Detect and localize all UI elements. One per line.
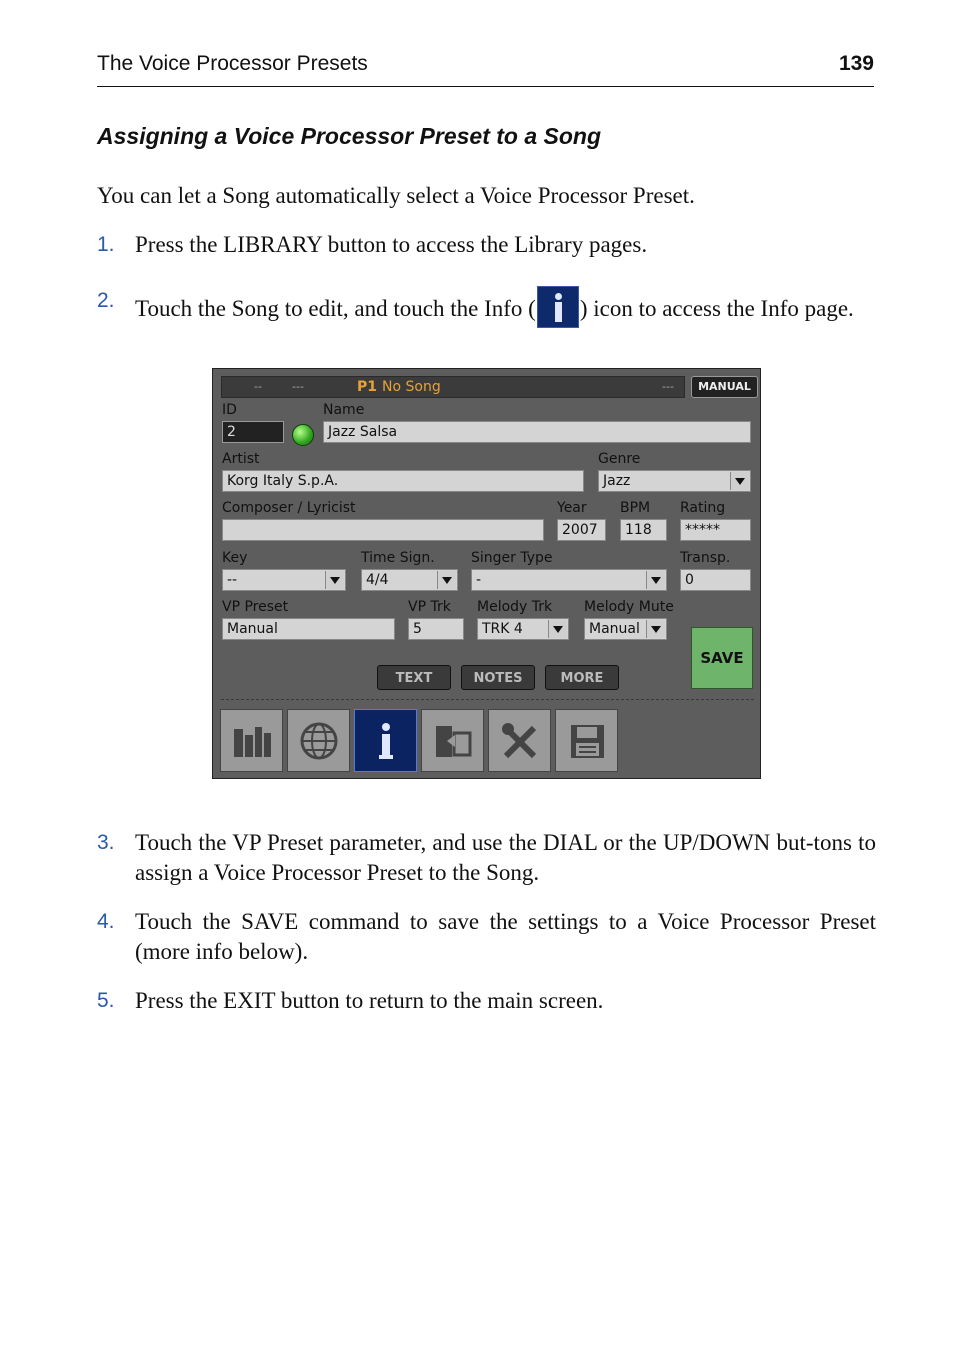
status-dashes-mid: --- [292, 380, 304, 393]
rating-field[interactable]: ***** [680, 519, 751, 541]
melody-trk-select[interactable] [477, 618, 569, 640]
chevron-down-icon[interactable] [730, 472, 749, 490]
melody-mute-label: Melody Mute [584, 599, 674, 615]
save-disk-icon[interactable] [555, 709, 618, 772]
chevron-down-icon[interactable] [548, 620, 567, 638]
melody-trk-value: TRK 4 [482, 621, 523, 637]
step-number: 2. [97, 289, 115, 312]
year-label: Year [557, 500, 587, 516]
step-text: Touch the SAVE command to save the settings to a Voice Processor Preset (more info below). [135, 909, 876, 964]
singer-type-label: Singer Type [471, 550, 553, 566]
genre-value: Jazz [603, 473, 631, 489]
time-sign-value: 4/4 [366, 572, 389, 588]
id-label: ID [222, 402, 237, 418]
info-icon [537, 286, 579, 328]
melody-mute-select[interactable] [584, 618, 667, 640]
info-icon[interactable] [354, 709, 417, 772]
vp-preset-field[interactable]: Manual [222, 618, 395, 640]
composer-label: Composer / Lyricist [222, 500, 356, 516]
key-value: -- [227, 572, 238, 588]
section-title: Assigning a Voice Processor Preset to a Song [97, 123, 602, 149]
status-dashes-right: --- [662, 380, 674, 393]
globe-icon[interactable] [287, 709, 350, 772]
intro-paragraph: You can let a Song automatically select a Voice Processor Preset. [97, 183, 695, 208]
id-field[interactable]: 2 [222, 421, 284, 443]
melody-mute-value: Manual [589, 621, 640, 637]
chevron-down-icon[interactable] [437, 571, 456, 589]
library-icon[interactable] [220, 709, 283, 772]
step-number: 3. [97, 831, 115, 854]
divider [221, 699, 754, 700]
artist-field[interactable]: Korg Italy S.p.A. [222, 470, 584, 492]
artist-label: Artist [222, 451, 260, 467]
step-text: Press the LIBRARY button to access the Library pages. [135, 232, 648, 257]
time-sign-select[interactable] [361, 569, 458, 591]
step-text: Press the EXIT button to return to the main screen. [135, 988, 604, 1013]
step-text-after: ) icon to access the Info page. [579, 296, 854, 321]
more-button[interactable]: MORE [545, 665, 619, 690]
current-song: No Song [382, 379, 441, 395]
genre-select[interactable] [598, 470, 751, 492]
transp-label: Transp. [680, 550, 731, 566]
name-label: Name [323, 402, 365, 418]
manual-button[interactable]: MANUAL [691, 376, 758, 398]
running-header-title: The Voice Processor Presets [97, 52, 368, 75]
key-label: Key [222, 550, 248, 566]
step-number: 4. [97, 910, 115, 933]
singer-type-select[interactable] [471, 569, 667, 591]
rating-label: Rating [680, 500, 726, 516]
song-info-screen [212, 368, 761, 779]
page-number: 139 [838, 52, 874, 75]
singer-type-value: - [476, 572, 482, 588]
bpm-field[interactable]: 118 [620, 519, 667, 541]
chevron-down-icon[interactable] [646, 571, 665, 589]
song-status-bar [221, 376, 685, 398]
chevron-down-icon[interactable] [646, 620, 665, 638]
step-number: 1. [97, 233, 115, 256]
step-text [135, 286, 876, 328]
transp-field[interactable]: 0 [680, 569, 751, 591]
genre-label: Genre [598, 451, 641, 467]
time-sign-label: Time Sign. [361, 550, 435, 566]
step-text-before: Touch the Song to edit, and touch the Info ( [135, 296, 536, 321]
save-button[interactable]: SAVE [691, 627, 753, 689]
text-button[interactable]: TEXT [377, 665, 451, 690]
year-field[interactable]: 2007 [557, 519, 606, 541]
vp-trk-label: VP Trk [408, 599, 451, 615]
page-indicator: P1 [357, 379, 378, 395]
melody-trk-label: Melody Trk [477, 599, 553, 615]
notes-button[interactable]: NOTES [461, 665, 535, 690]
step-text: Touch the VP Preset parameter, and use the DIAL or the UP/DOWN but-tons to assign a Voice Processor Preset to the Song. [135, 830, 876, 885]
key-select[interactable] [222, 569, 346, 591]
status-led [292, 424, 314, 446]
composer-field[interactable] [222, 519, 544, 541]
name-field[interactable]: Jazz Salsa [323, 421, 751, 443]
bpm-label: BPM [620, 500, 651, 516]
vp-preset-label: VP Preset [222, 599, 289, 615]
header-rule [97, 86, 874, 87]
vp-trk-field[interactable]: 5 [408, 618, 464, 640]
tools-icon[interactable] [488, 709, 551, 772]
import-icon[interactable] [421, 709, 484, 772]
chevron-down-icon[interactable] [325, 571, 344, 589]
status-dashes-left: -- [254, 380, 262, 393]
step-number: 5. [97, 989, 115, 1012]
